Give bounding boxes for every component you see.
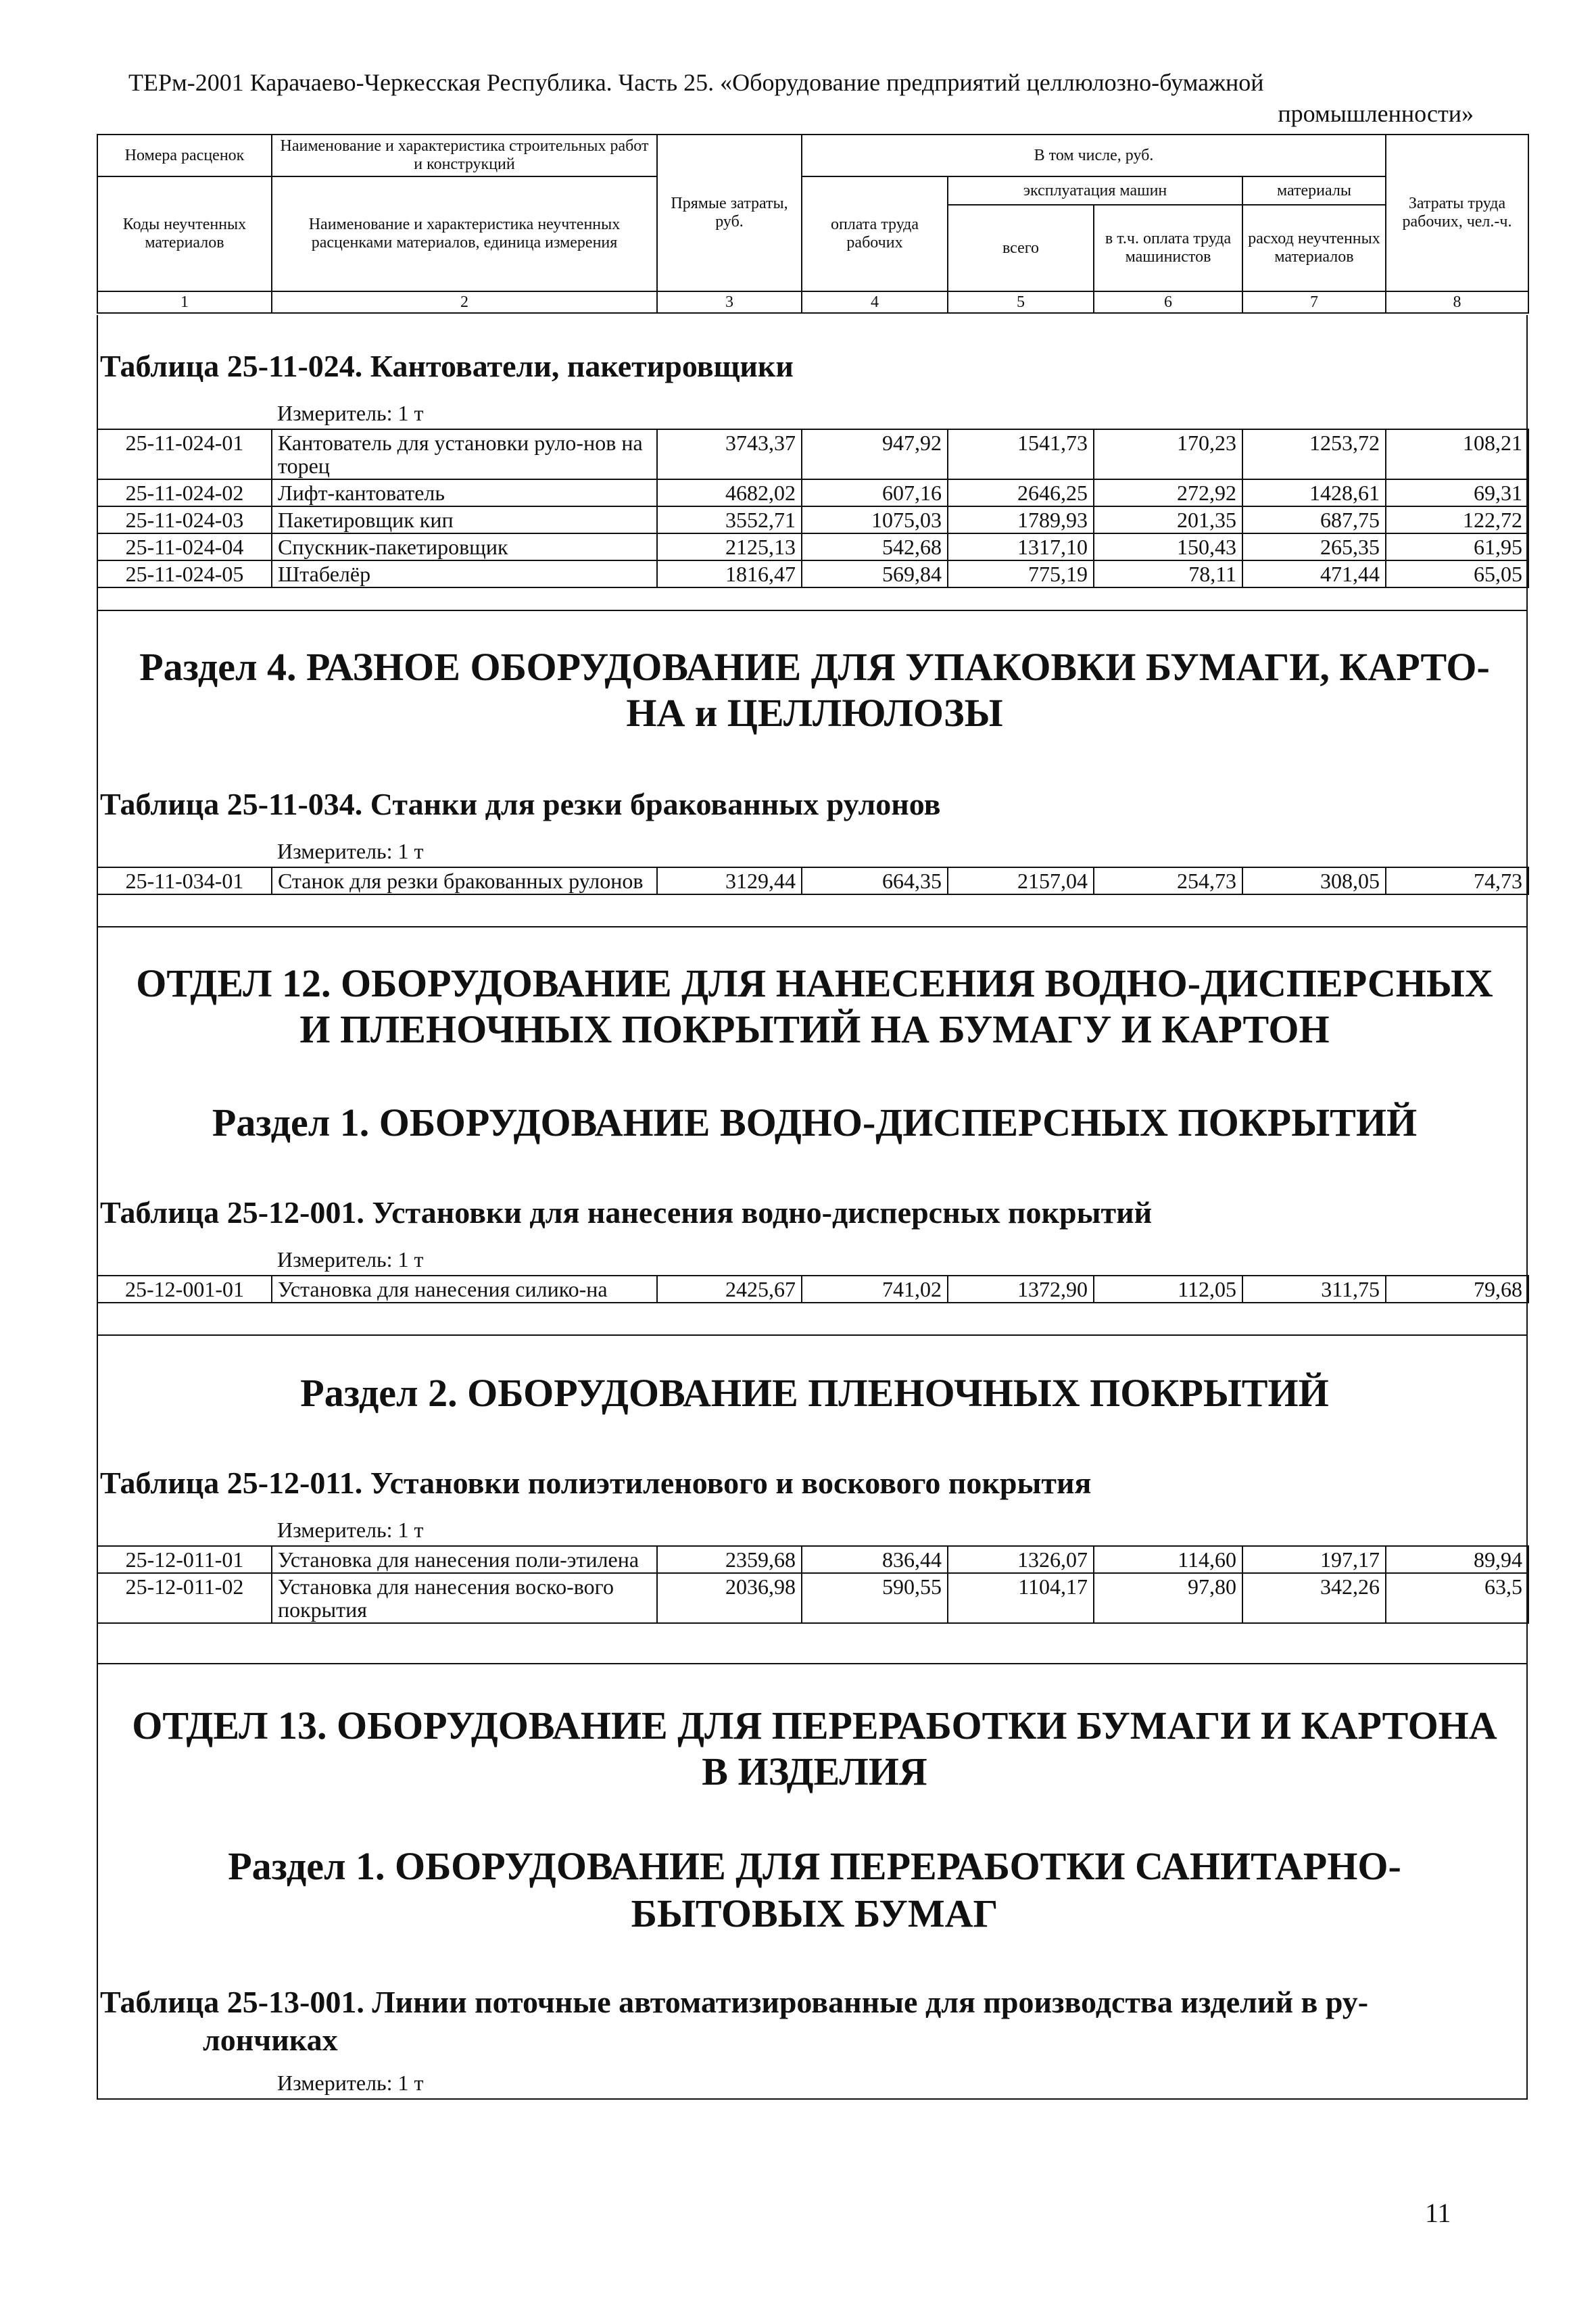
worker-wages: 542,68 xyxy=(802,533,948,560)
operator-wages: 170,23 xyxy=(1094,429,1242,479)
col-wages: оплата труда рабочих xyxy=(802,176,948,291)
rate-name: Штабелёр xyxy=(272,560,657,587)
direct-costs: 3743,37 xyxy=(657,429,802,479)
measure-unit: Измеритель: 1 т xyxy=(277,401,424,425)
machines-total: 1326,07 xyxy=(948,1546,1094,1573)
section-title-12-1: Раздел 1. ОБОРУДОВАНИЕ ВОДНО-ДИСПЕРСНЫХ ПОКРЫТИЙ xyxy=(212,1101,1418,1144)
rates-table-25-12-011 xyxy=(97,1545,1529,1624)
rates-table-25-11-034 xyxy=(97,867,1529,895)
worker-wages: 607,16 xyxy=(802,479,948,506)
labor-hours: 122,72 xyxy=(1386,506,1528,533)
col-labor-costs: Затраты труда рабочих, чел.-ч. xyxy=(1386,135,1528,291)
operator-wages: 97,80 xyxy=(1094,1573,1242,1623)
col-number: 7 xyxy=(1242,291,1386,313)
table-row xyxy=(97,533,1528,560)
table-row xyxy=(97,1573,1528,1623)
running-header: ТЕРм-2001 Карачаево-Черкесская Республика. Часть 25. «Оборудование предприятий целлюлозно-бумажной xyxy=(128,69,1264,96)
table-title-25-12-011: Таблица 25-12-011. Установки полиэтиленового и воскового покрытия xyxy=(100,1466,1092,1500)
machines-total: 1104,17 xyxy=(948,1573,1094,1623)
materials-cost: 1428,61 xyxy=(1242,479,1386,506)
column-header-table xyxy=(97,134,1529,314)
table-row xyxy=(97,506,1528,533)
col-number: 2 xyxy=(272,291,657,313)
running-header-continued: промышленности» xyxy=(1278,100,1474,127)
machines-total: 1541,73 xyxy=(948,429,1094,479)
col-number: 4 xyxy=(802,291,948,313)
measure-unit: Измеритель: 1 т xyxy=(277,1518,424,1542)
labor-hours: 89,94 xyxy=(1386,1546,1528,1573)
measure-unit: Измеритель: 1 т xyxy=(277,2071,424,2095)
operator-wages: 114,60 xyxy=(1094,1546,1242,1573)
operator-wages: 254,73 xyxy=(1094,867,1242,894)
materials-cost: 342,26 xyxy=(1242,1573,1386,1623)
department-title-12-line2: И ПЛЕНОЧНЫХ ПОКРЫТИЙ НА БУМАГУ И КАРТОН xyxy=(299,1007,1330,1051)
materials-cost: 1253,72 xyxy=(1242,429,1386,479)
worker-wages: 664,35 xyxy=(802,867,948,894)
rate-code: 25-11-024-03 xyxy=(97,506,272,533)
table-row xyxy=(97,1546,1528,1573)
table-row xyxy=(97,1276,1528,1303)
rate-code: 25-11-024-04 xyxy=(97,533,272,560)
operator-wages: 112,05 xyxy=(1094,1276,1242,1303)
worker-wages: 590,55 xyxy=(802,1573,948,1623)
measure-unit: Измеритель: 1 т xyxy=(277,839,424,863)
rates-table-25-12-001 xyxy=(97,1275,1529,1303)
department-title-13-line1: ОТДЕЛ 13. ОБОРУДОВАНИЕ ДЛЯ ПЕРЕРАБОТКИ БУМАГИ И КАРТОНА xyxy=(132,1704,1497,1747)
labor-hours: 63,5 xyxy=(1386,1573,1528,1623)
direct-costs: 3129,44 xyxy=(657,867,802,894)
materials-cost: 471,44 xyxy=(1242,560,1386,587)
table-title-25-13-001-line1: Таблица 25-13-001. Линии поточные автоматизированные для производства изделий в ру- xyxy=(100,1985,1369,2019)
measure-unit: Измеритель: 1 т xyxy=(277,1247,424,1272)
worker-wages: 569,84 xyxy=(802,560,948,587)
worker-wages: 1075,03 xyxy=(802,506,948,533)
table-row xyxy=(97,479,1528,506)
section-title-13-1-line2: БЫТОВЫХ БУМАГ xyxy=(631,1891,998,1935)
col-number: 1 xyxy=(97,291,272,313)
col-machines: эксплуатация машин xyxy=(948,176,1242,205)
materials-cost: 265,35 xyxy=(1242,533,1386,560)
materials-cost: 197,17 xyxy=(1242,1546,1386,1573)
col-including: В том числе, руб. xyxy=(802,135,1386,176)
col-number: 3 xyxy=(657,291,802,313)
direct-costs: 3552,71 xyxy=(657,506,802,533)
col-number: 6 xyxy=(1094,291,1242,313)
labor-hours: 69,31 xyxy=(1386,479,1528,506)
rate-name: Установка для нанесения воско-вого покрытия xyxy=(272,1573,657,1623)
machines-total: 2646,25 xyxy=(948,479,1094,506)
department-title-12-line1: ОТДЕЛ 12. ОБОРУДОВАНИЕ ДЛЯ НАНЕСЕНИЯ ВОДНО-ДИСПЕРСНЫХ xyxy=(136,961,1493,1005)
direct-costs: 2125,13 xyxy=(657,533,802,560)
rate-code: 25-11-024-05 xyxy=(97,560,272,587)
operator-wages: 272,92 xyxy=(1094,479,1242,506)
rate-name: Пакетировщик кип xyxy=(272,506,657,533)
table-row xyxy=(97,867,1528,894)
rate-name: Станок для резки бракованных рулонов xyxy=(272,867,657,894)
col-direct-costs: Прямые затраты, руб. xyxy=(657,135,802,291)
rate-name: Установка для нанесения поли-этилена xyxy=(272,1546,657,1573)
machines-total: 2157,04 xyxy=(948,867,1094,894)
machines-total: 775,19 xyxy=(948,560,1094,587)
rate-code: 25-12-001-01 xyxy=(97,1276,272,1303)
col-code-top: Номера расценок xyxy=(97,135,272,176)
page-number: 11 xyxy=(1425,2198,1451,2228)
worker-wages: 947,92 xyxy=(802,429,948,479)
labor-hours: 65,05 xyxy=(1386,560,1528,587)
worker-wages: 741,02 xyxy=(802,1276,948,1303)
rate-code: 25-11-024-02 xyxy=(97,479,272,506)
table-title-25-11-034: Таблица 25-11-034. Станки для резки бракованных рулонов xyxy=(100,787,941,821)
col-machines-total: всего xyxy=(948,205,1094,291)
table-row xyxy=(97,429,1528,479)
section-divider xyxy=(97,1334,1528,1336)
col-machines-wages: в т.ч. оплата труда машинистов xyxy=(1094,205,1242,291)
col-number: 5 xyxy=(948,291,1094,313)
materials-cost: 687,75 xyxy=(1242,506,1386,533)
table-title-25-11-024: Таблица 25-11-024. Кантователи, пакетировщики xyxy=(100,349,794,383)
rate-code: 25-11-024-01 xyxy=(97,429,272,479)
rate-code: 25-12-011-02 xyxy=(97,1573,272,1623)
rate-name: Кантователь для установки руло-нов на торец xyxy=(272,429,657,479)
direct-costs: 2359,68 xyxy=(657,1546,802,1573)
table-title-25-12-001: Таблица 25-12-001. Установки для нанесения водно-дисперсных покрытий xyxy=(100,1195,1153,1230)
direct-costs: 2425,67 xyxy=(657,1276,802,1303)
direct-costs: 4682,02 xyxy=(657,479,802,506)
section-title-4-line2: НА и ЦЕЛЛЮЛОЗЫ xyxy=(626,691,1003,735)
labor-hours: 108,21 xyxy=(1386,429,1528,479)
rate-code: 25-12-011-01 xyxy=(97,1546,272,1573)
operator-wages: 150,43 xyxy=(1094,533,1242,560)
department-title-13-line2: В ИЗДЕЛИЯ xyxy=(702,1750,927,1793)
direct-costs: 2036,98 xyxy=(657,1573,802,1623)
rates-table-25-11-024 xyxy=(97,429,1529,588)
machines-total: 1789,93 xyxy=(948,506,1094,533)
rate-name: Спускник-пакетировщик xyxy=(272,533,657,560)
rate-code: 25-11-034-01 xyxy=(97,867,272,894)
section-divider xyxy=(97,926,1528,927)
col-code-bottom: Коды неучтенных материалов xyxy=(97,176,272,291)
table-row xyxy=(97,560,1528,587)
section-divider xyxy=(97,1663,1528,1664)
materials-cost: 308,05 xyxy=(1242,867,1386,894)
rate-name: Установка для нанесения силико-на xyxy=(272,1276,657,1303)
table-title-25-13-001-line2: лончиках xyxy=(203,2023,338,2057)
col-name-bottom: Наименование и характеристика неучтенных расценками материалов, единица измерения xyxy=(272,176,657,291)
labor-hours: 61,95 xyxy=(1386,533,1528,560)
machines-total: 1372,90 xyxy=(948,1276,1094,1303)
col-materials: материалы xyxy=(1242,176,1386,205)
section-divider xyxy=(97,610,1528,611)
labor-hours: 79,68 xyxy=(1386,1276,1528,1303)
materials-cost: 311,75 xyxy=(1242,1276,1386,1303)
operator-wages: 201,35 xyxy=(1094,506,1242,533)
col-materials-use: расход неучтенных материалов xyxy=(1242,205,1386,291)
worker-wages: 836,44 xyxy=(802,1546,948,1573)
operator-wages: 78,11 xyxy=(1094,560,1242,587)
col-name-top: Наименование и характеристика строительных работ и конструкций xyxy=(272,135,657,176)
machines-total: 1317,10 xyxy=(948,533,1094,560)
section-title-4-line1: Раздел 4. РАЗНОЕ ОБОРУДОВАНИЕ ДЛЯ УПАКОВКИ БУМАГИ, КАРТО- xyxy=(139,645,1490,689)
section-title-12-2: Раздел 2. ОБОРУДОВАНИЕ ПЛЕНОЧНЫХ ПОКРЫТИЙ xyxy=(300,1371,1329,1415)
rate-name: Лифт-кантователь xyxy=(272,479,657,506)
col-number: 8 xyxy=(1386,291,1528,313)
direct-costs: 1816,47 xyxy=(657,560,802,587)
section-title-13-1-line1: Раздел 1. ОБОРУДОВАНИЕ ДЛЯ ПЕРЕРАБОТКИ САНИТАРНО- xyxy=(228,1844,1401,1888)
labor-hours: 74,73 xyxy=(1386,867,1528,894)
